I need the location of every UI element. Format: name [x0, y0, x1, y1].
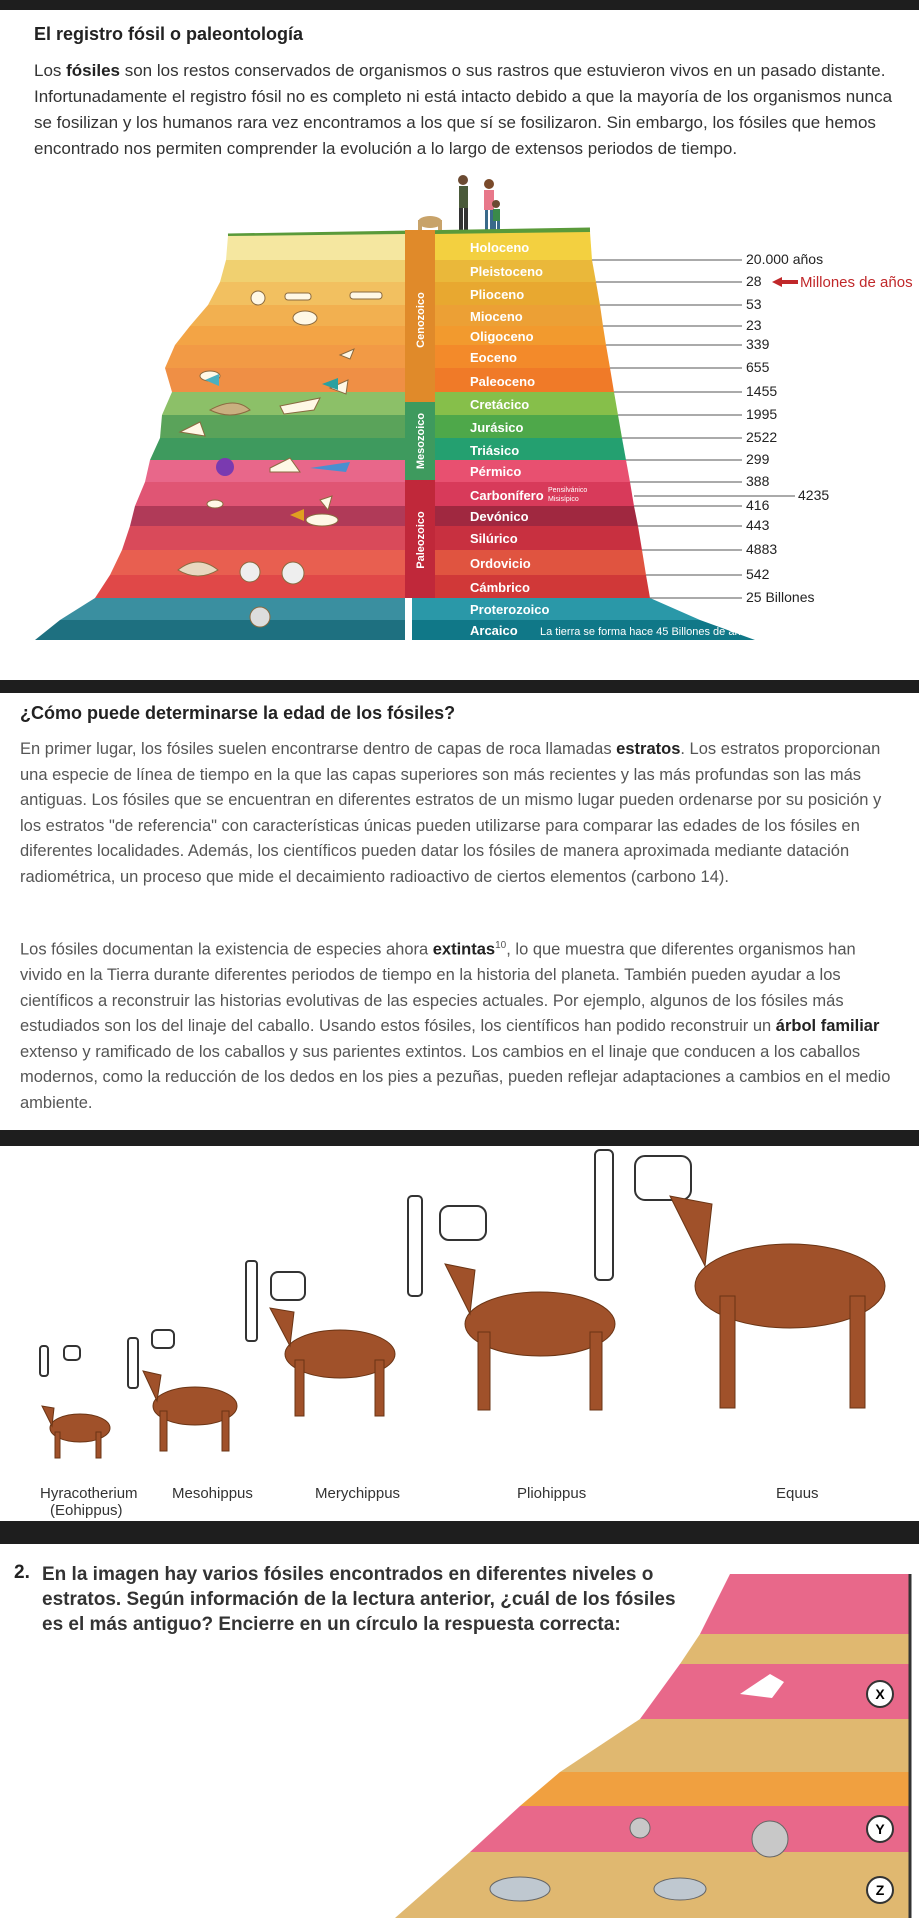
age-15: 25 Billones [746, 589, 815, 605]
era-label-cenozoico: Cenozoico [415, 292, 427, 348]
layer-ordovicio: Ordovicio [470, 556, 531, 571]
section-title: El registro fósil o paleontología [34, 24, 304, 44]
age-9: 299 [746, 451, 770, 467]
carbonifero-sub-misisipico: Misisípico [548, 496, 579, 503]
dating-paragraph-1: En primer lugar, los fósiles suelen encontrarse dentro de capas de roca llamadas estratos. Los estratos proporcionan una especie de línea de tiempo en la que las capas superiores son más recientes y las más profundas son las más antiguas. Los fósiles que se encuentran en diferentes estratos de un mismo lugar pueden ordenarse por su posición y los estratos "de referencia" con características únicas pueden utilizarse para comparar las edades de los fósiles en diferentes localidades. Además, los científicos pueden datar los fósiles de manera aproximada mediante datación radiométrica, un proceso que mide el decaimiento radioactivo de ciertos elementos (carbono 14). [20, 740, 882, 886]
dating-fossils-panel [0, 693, 919, 1130]
option-z-label: Z [875, 1882, 885, 1898]
age-13: 4883 [746, 541, 778, 557]
layer-mioceno: Mioceno [470, 309, 523, 324]
walkers-illustration [418, 175, 500, 232]
question-text: En la imagen hay varios fósiles encontrados en diferentes niveles o estratos. Según información de la lectura anterior, ¿cuál de los fósiles es el más antiguo? Encierre en un círculo la respuesta correcta: [42, 1564, 676, 1635]
layer-pleistoceno: Pleistoceno [470, 264, 543, 279]
horse-labels [40, 1485, 819, 1519]
era-label-paleozoico: Paleozoico [415, 511, 427, 569]
layer-cambrico: Cámbrico [470, 580, 530, 595]
layer-cretacico: Cretácico [470, 397, 530, 412]
layer-paleoceno: Paleoceno [470, 374, 536, 389]
dating-paragraph-2: Los fósiles documentan la existencia de especies ahora extintas$^{10}$, lo que muestra que diferentes organismos han vivido en la Tierra durante diferentes periodos de tiempo en la historia del planeta. También pueden ayudar a los científicos a reconstruir las historias evolutivas de las especies actuales. Por ejemplo, algunos de los fósiles más estudiados son los del linaje del caballo. Usando estos fósiles, los científicos han podido reconstruir un árbol familiar extenso y ramificado de los caballos y sus parientes extintos. Los cambios en el linaje que conducen a los caballos modernos, como la reducción de los dedos en los pies a pezuñas, pueden reflejar adaptaciones a cambios en el medio ambiente. [20, 940, 891, 1112]
age-12: 443 [746, 517, 770, 533]
fossil-record-panel [0, 10, 919, 680]
age-0: 20.000 años [746, 251, 824, 267]
horse-evolution-panel [0, 1146, 919, 1521]
layer-devonico: Devónico [470, 509, 529, 524]
age-labels [746, 251, 913, 605]
layer-arcaico: Arcaico [470, 623, 518, 638]
strata-diagram [0, 170, 919, 670]
layer-permico: Pérmico [470, 464, 522, 479]
label-mesohippus: Mesohippus [172, 1485, 253, 1502]
age-7: 1995 [746, 406, 778, 422]
layer-silurico: Silúrico [470, 531, 518, 546]
layer-jurasico: Jurásico [470, 420, 524, 435]
option-y-label: Y [875, 1821, 885, 1837]
trilobite-fossil-2 [654, 1878, 706, 1900]
layer-plioceno: Plioceno [470, 287, 525, 302]
arrow-icon [772, 277, 798, 287]
time-scale-layers [412, 232, 755, 640]
label-pliohippus: Pliohippus [517, 1485, 587, 1502]
age-3: 23 [746, 317, 762, 333]
age-14: 542 [746, 566, 770, 582]
earth-formation-note: La tierra se forma hace 45 Billones de años [540, 626, 753, 638]
horse-equus [670, 1196, 885, 1408]
intro-paragraph: Los fósiles son los restos conservados de organismos o sus rastros que estuvieron vivos en un pasado distante. Infortunadamente el registro fósil no es completo ni está intacto debido a que la mayoría de los organismos nunca se fosilizan y los humanos rara vez encontramos a los que sí se fosilizaron. Sin embargo, los fósiles que hemos encontrado nos permiten comprender la evolución a lo largo de extensos periodos de tiempo. [34, 61, 893, 158]
carbonifero-sub-pensilvanico: Pensilvánico [548, 487, 588, 494]
option-x[interactable] [867, 1681, 893, 1707]
question-number: 2. [14, 1562, 30, 1583]
option-z[interactable] [867, 1877, 893, 1903]
age-8: 2522 [746, 429, 778, 445]
era-label-mesozoico: Mesozoico [415, 412, 427, 470]
strata-question-diagram [0, 1544, 919, 1918]
trilobite-fossil [490, 1877, 550, 1901]
label-equus: Equus [776, 1485, 819, 1502]
layer-holoceno: Holoceno [470, 240, 530, 255]
age-2: 53 [746, 296, 762, 312]
layer-oligoceno: Oligoceno [470, 329, 534, 344]
option-y[interactable] [867, 1816, 893, 1842]
horse-evolution-diagram [0, 1146, 919, 1521]
age-11: 416 [746, 497, 770, 513]
horse-merychippus [270, 1308, 395, 1416]
layer-eoceno: Eoceno [470, 350, 517, 365]
rock-layers [35, 234, 405, 640]
age-1: 28 [746, 273, 762, 289]
horse-hyracotherium [42, 1406, 110, 1458]
label-merychippus: Merychippus [315, 1485, 401, 1502]
side-age: 4235 [798, 487, 830, 503]
age-4: 339 [746, 336, 770, 352]
shell-fossil [630, 1818, 650, 1838]
layer-triasico: Triásico [470, 443, 520, 458]
option-x-label: X [875, 1686, 885, 1702]
age-10: 388 [746, 473, 770, 489]
million-years-label: Millones de años [800, 274, 913, 291]
label-hyracotherium: Hyracotherium [40, 1485, 138, 1502]
layer-proterozoico: Proterozoico [470, 602, 550, 617]
age-6: 1455 [746, 383, 778, 399]
age-5: 655 [746, 359, 770, 375]
horse-pliohippus [445, 1264, 615, 1410]
dating-heading: ¿Cómo puede determinarse la edad de los fósiles? [20, 703, 456, 723]
ammonite-fossil [752, 1821, 788, 1857]
label-eohippus: (Eohippus) [50, 1502, 123, 1519]
layer-carbonifero: Carbonífero [470, 488, 544, 503]
question-panel [0, 1544, 919, 1918]
horse-mesohippus [143, 1371, 237, 1451]
